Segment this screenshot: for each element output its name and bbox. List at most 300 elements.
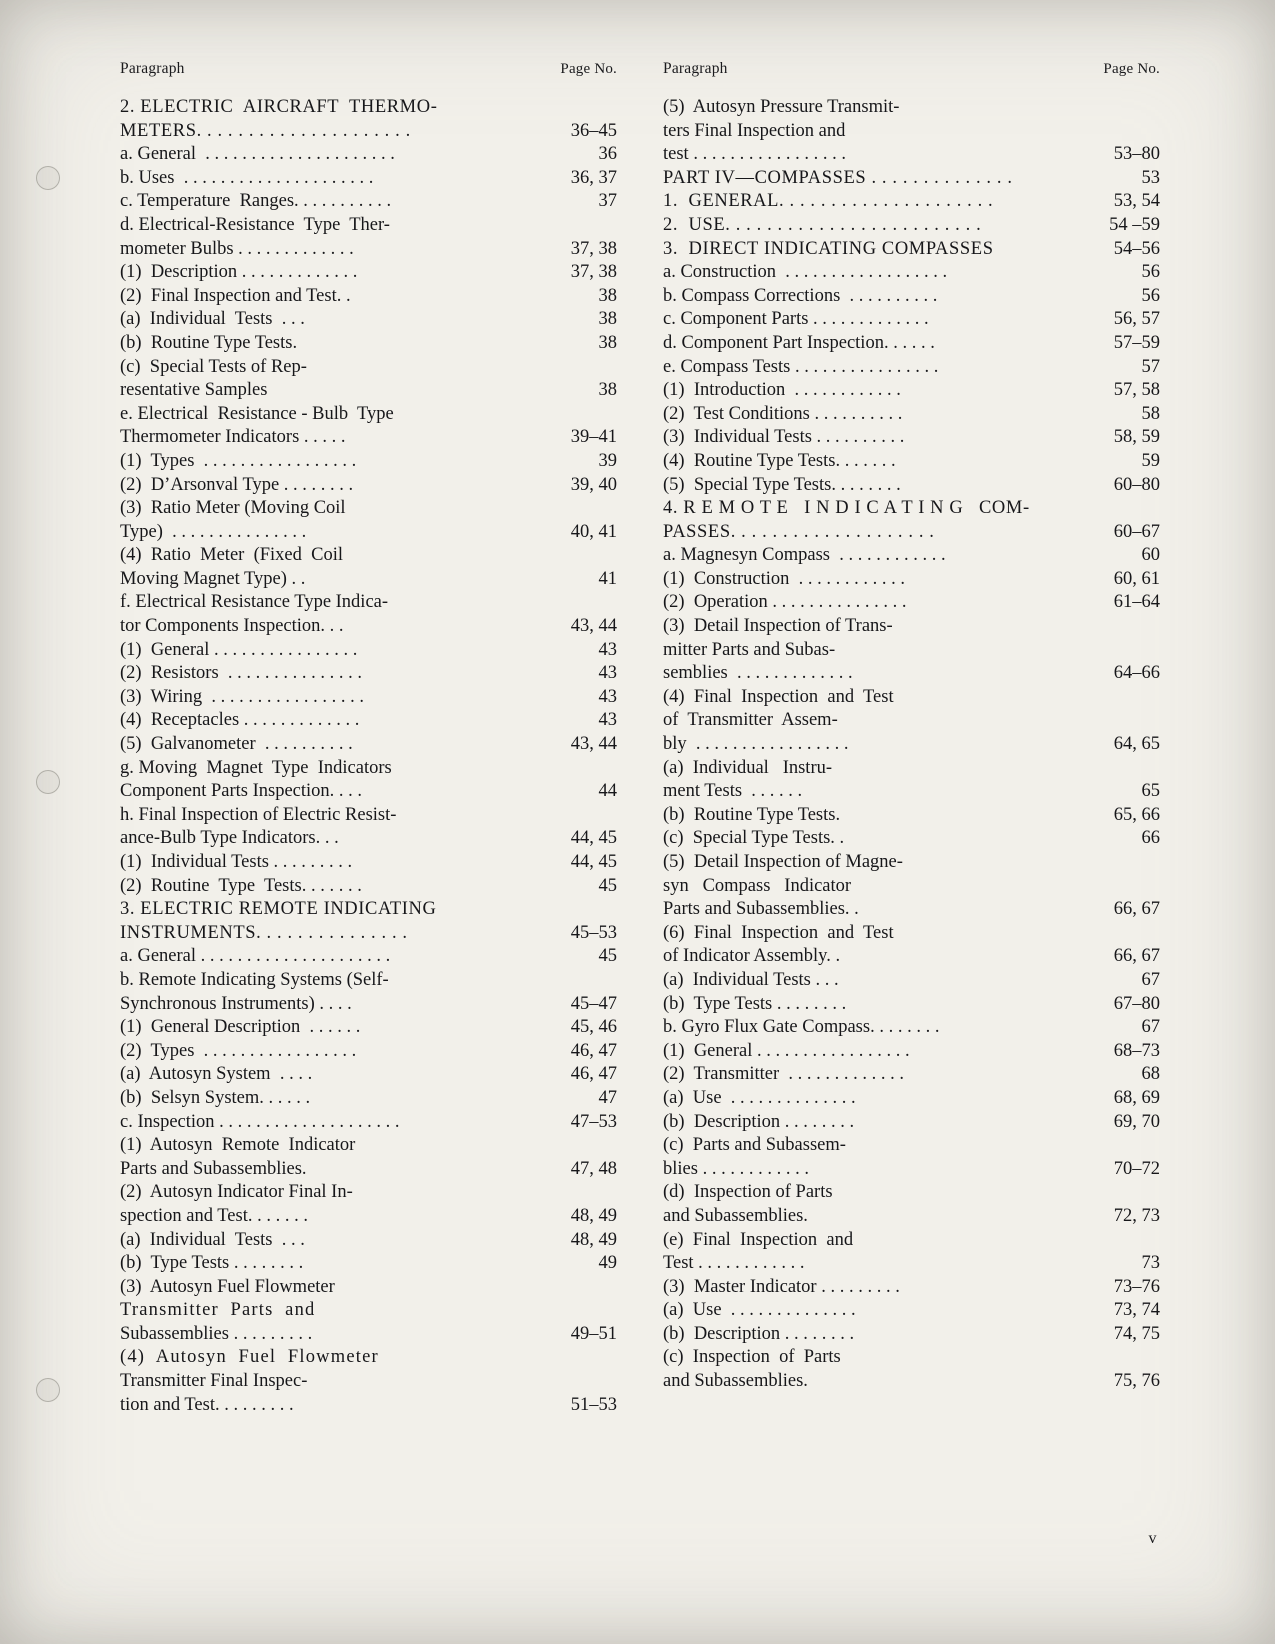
toc-entry-page-number <box>1068 922 1160 946</box>
toc-entry-label: a. Construction . . . . . . . . . . . . . . . . . . <box>663 262 948 283</box>
toc-entry-page-number <box>1068 851 1160 875</box>
toc-entry-label: and Subassemblies. <box>663 1205 808 1226</box>
toc-entry-page-number: 60 <box>1141 545 1160 566</box>
toc-entry[interactable] <box>120 450 617 474</box>
toc-entry[interactable] <box>663 450 1160 474</box>
toc-entry[interactable] <box>120 993 617 1017</box>
toc-entry-label: syn Compass Indicator <box>663 875 852 896</box>
toc-entry-label: (c) Special Tests of Rep- <box>120 356 307 377</box>
two-column-layout <box>120 60 1160 1417</box>
toc-entry[interactable] <box>663 356 1160 380</box>
toc-entry-label: (2) Test Conditions . . . . . . . . . . <box>663 403 903 424</box>
toc-entry[interactable] <box>663 969 1160 993</box>
toc-entry-page-number: 45 <box>598 875 617 896</box>
toc-entry-page-number: 43 <box>598 639 617 660</box>
toc-entry-label: 3. DIRECT INDICATING COMPASSES <box>663 238 994 259</box>
toc-entry-page-number: 67 <box>1141 969 1160 990</box>
toc-entry[interactable] <box>120 591 617 615</box>
toc-entry-label: (5) Galvanometer . . . . . . . . . . <box>120 734 353 755</box>
toc-entry-label: Type) . . . . . . . . . . . . . . . <box>120 521 307 542</box>
toc-entry[interactable] <box>663 945 1160 969</box>
toc-entry[interactable] <box>663 780 1160 804</box>
toc-entry-label: (b) Description . . . . . . . . <box>663 1323 855 1344</box>
toc-entry-page-number: 73–76 <box>1113 1276 1160 1297</box>
toc-entry-label: a. Magnesyn Compass . . . . . . . . . . . . <box>663 545 946 566</box>
toc-entry[interactable] <box>663 308 1160 332</box>
toc-entry[interactable] <box>120 568 617 592</box>
toc-entry-page-number: 40, 41 <box>570 521 617 542</box>
toc-entry-page-number <box>525 1276 617 1300</box>
toc-entry[interactable] <box>120 780 617 804</box>
toc-entry[interactable] <box>663 1111 1160 1135</box>
toc-entry[interactable] <box>663 1040 1160 1064</box>
toc-entry-label: (5) Autosyn Pressure Transmit- <box>663 97 900 117</box>
toc-entry-label: (a) Use . . . . . . . . . . . . . . <box>663 1087 856 1108</box>
toc-entry-page-number <box>525 1346 617 1370</box>
toc-entry-label: (a) Individual Tests . . . <box>120 309 305 330</box>
toc-entry[interactable] <box>663 238 1160 262</box>
toc-entry-page-number <box>525 497 617 521</box>
toc-entry-label: c. Inspection . . . . . . . . . . . . . . . . . . . . <box>120 1111 400 1132</box>
right-column-header <box>663 60 1160 78</box>
toc-entry-page-number <box>1068 615 1160 639</box>
toc-entry-label: (b) Selsyn System. . . . . . <box>120 1087 311 1108</box>
toc-entry-label: e. Electrical Resistance - Bulb Type <box>120 403 394 424</box>
toc-entry-label: tion and Test. . . . . . . . . <box>120 1394 294 1415</box>
toc-entry-label: (a) Use . . . . . . . . . . . . . . <box>663 1300 856 1321</box>
toc-entry-label: (3) Wiring . . . . . . . . . . . . . . . . . <box>120 686 365 707</box>
toc-entry-page-number <box>525 1370 617 1394</box>
toc-entry-page-number: 36 <box>598 144 617 165</box>
toc-entry-page-number: 51–53 <box>570 1394 617 1415</box>
toc-entry[interactable] <box>120 662 617 686</box>
toc-entry[interactable] <box>120 733 617 757</box>
toc-entry-page-number: 60–80 <box>1113 474 1160 495</box>
toc-entry[interactable] <box>120 426 617 450</box>
toc-entry[interactable] <box>663 474 1160 498</box>
toc-entry-label: (2) Routine Type Tests. . . . . . . <box>120 875 362 896</box>
toc-entry-page-number <box>1068 1229 1160 1253</box>
toc-entry-page-number <box>1068 1346 1160 1370</box>
toc-entry-label: (b) Description . . . . . . . . <box>663 1111 855 1132</box>
toc-entry-page-number: 37 <box>598 191 617 212</box>
toc-entry[interactable] <box>120 96 617 120</box>
toc-entry-page-number: 56 <box>1141 285 1160 306</box>
toc-entry-label: mitter Parts and Subas- <box>663 639 836 660</box>
toc-entry-page-number: 66, 67 <box>1113 899 1160 920</box>
toc-entry-page-number: 56, 57 <box>1113 309 1160 330</box>
toc-entry-page-number: 43 <box>598 686 617 707</box>
toc-entry[interactable] <box>120 1181 617 1205</box>
toc-entry-label: METERS. . . . . . . . . . . . . . . . . . . . . <box>120 120 411 141</box>
toc-entry[interactable] <box>120 143 617 167</box>
toc-entry-label: INSTRUMENTS. . . . . . . . . . . . . . . <box>120 922 408 943</box>
toc-entry[interactable] <box>663 1205 1160 1229</box>
toc-entry-page-number: 70–72 <box>1113 1158 1160 1179</box>
toc-entry-page-number <box>1068 497 1160 521</box>
toc-entry[interactable] <box>663 804 1160 828</box>
toc-entry[interactable] <box>120 1063 617 1087</box>
toc-entry-label: semblies . . . . . . . . . . . . . <box>663 663 853 684</box>
toc-entry[interactable] <box>663 875 1160 899</box>
page-folio: v <box>1148 1530 1157 1547</box>
toc-entry-label: (2) Types . . . . . . . . . . . . . . . . . <box>120 1040 357 1061</box>
toc-entry-page-number: 45–47 <box>570 993 617 1014</box>
toc-entry-page-number <box>1068 757 1160 781</box>
toc-entry-page-number: 39–41 <box>570 427 617 448</box>
toc-entry[interactable] <box>120 875 617 899</box>
toc-entry[interactable] <box>663 851 1160 875</box>
toc-entry-page-number <box>525 591 617 615</box>
toc-entry-label: (2) D’Arsonval Type . . . . . . . . <box>120 474 354 495</box>
toc-entry[interactable] <box>663 544 1160 568</box>
toc-entry-page-number: 56 <box>1141 262 1160 283</box>
toc-entry-page-number: 60, 61 <box>1113 568 1160 589</box>
toc-entry[interactable] <box>663 214 1160 238</box>
toc-entry[interactable] <box>663 993 1160 1017</box>
toc-entry[interactable] <box>120 1323 617 1347</box>
toc-entry[interactable] <box>663 1016 1160 1040</box>
toc-entry-label: h. Final Inspection of Electric Resist- <box>120 804 397 825</box>
left-column-header <box>120 60 617 78</box>
toc-entry-page-number <box>525 96 617 120</box>
toc-entry[interactable] <box>120 474 617 498</box>
toc-entry-label: c. Temperature Ranges. . . . . . . . . . . <box>120 191 392 212</box>
toc-entry[interactable] <box>120 851 617 875</box>
toc-entry[interactable] <box>120 1394 617 1418</box>
toc-entry-page-number <box>525 214 617 238</box>
toc-entry-page-number <box>525 356 617 380</box>
toc-entry-page-number: 48, 49 <box>570 1205 617 1226</box>
toc-entry[interactable] <box>663 1323 1160 1347</box>
toc-entry-label: (5) Detail Inspection of Magne- <box>663 852 903 872</box>
toc-entry[interactable] <box>663 403 1160 427</box>
toc-entry-label: 4. R E M O T E I N D I C A T I N G COM- <box>663 498 1030 519</box>
toc-entry[interactable] <box>663 143 1160 167</box>
toc-entry[interactable] <box>120 497 617 521</box>
toc-entry-page-number: 38 <box>598 332 617 353</box>
toc-entry-label: Synchronous Instruments) . . . . <box>120 993 352 1014</box>
toc-entry[interactable] <box>663 285 1160 309</box>
toc-entry-label: b. Remote Indicating Systems (Self- <box>120 969 389 990</box>
toc-entry[interactable] <box>120 1299 617 1323</box>
toc-entry[interactable] <box>120 190 617 214</box>
toc-entry-page-number: 45 <box>598 946 617 967</box>
toc-entry[interactable] <box>120 120 617 144</box>
toc-entry[interactable] <box>120 898 617 922</box>
toc-entry[interactable] <box>120 1087 617 1111</box>
toc-entry[interactable] <box>120 1016 617 1040</box>
toc-entry-label: Moving Magnet Type) . . <box>120 568 306 589</box>
toc-entry-label: (3) Ratio Meter (Moving Coil <box>120 498 346 519</box>
toc-entry-label: Transmitter Final Inspec- <box>120 1371 308 1392</box>
toc-entry[interactable] <box>120 332 617 356</box>
toc-entry[interactable] <box>663 1299 1160 1323</box>
toc-entry-page-number <box>525 969 617 993</box>
toc-entry-page-number <box>525 1181 617 1205</box>
toc-entry[interactable] <box>120 308 617 332</box>
toc-entry-label: and Subassemblies. <box>663 1371 808 1392</box>
toc-entry-page-number: 69, 70 <box>1113 1111 1160 1132</box>
toc-entry-label: b. Gyro Flux Gate Compass. . . . . . . . <box>663 1017 940 1038</box>
paragraph-header-label: Paragraph <box>663 60 728 77</box>
toc-entry[interactable] <box>120 1205 617 1229</box>
left-toc-table <box>120 96 617 1417</box>
page-no-header-label: Page No. <box>560 61 617 77</box>
toc-entry[interactable] <box>120 285 617 309</box>
toc-entry[interactable] <box>663 1158 1160 1182</box>
toc-entry-page-number: 68–73 <box>1113 1040 1160 1061</box>
toc-entry[interactable] <box>663 1229 1160 1253</box>
toc-entry[interactable] <box>663 922 1160 946</box>
toc-entry-page-number: 47 <box>598 1087 617 1108</box>
toc-entry[interactable] <box>663 1370 1160 1394</box>
toc-entry[interactable] <box>120 261 617 285</box>
toc-entry[interactable] <box>120 403 617 427</box>
toc-entry-label: (2) Resistors . . . . . . . . . . . . . . . <box>120 663 363 684</box>
toc-entry-label: (3) Autosyn Fuel Flowmeter <box>120 1276 335 1297</box>
toc-entry-label: (c) Inspection of Parts <box>663 1347 841 1368</box>
toc-entry-page-number: 57, 58 <box>1113 380 1160 401</box>
toc-entry[interactable] <box>663 426 1160 450</box>
toc-entry-page-number: 64, 65 <box>1113 734 1160 755</box>
toc-entry[interactable] <box>120 1111 617 1135</box>
toc-entry[interactable] <box>663 1346 1160 1370</box>
toc-entry-page-number: 73, 74 <box>1113 1300 1160 1321</box>
toc-entry-page-number: 43 <box>598 663 617 684</box>
toc-entry-page-number <box>525 804 617 828</box>
toc-entry-page-number <box>525 1134 617 1158</box>
toc-entry-label: (a) Autosyn System . . . . <box>120 1064 313 1085</box>
toc-entry-page-number: 53, 54 <box>1113 191 1160 212</box>
page-no-header-label: Page No. <box>1103 61 1160 77</box>
toc-entry-page-number <box>1068 639 1160 663</box>
toc-entry[interactable] <box>663 96 1160 120</box>
toc-entry-label: (1) General . . . . . . . . . . . . . . . . <box>120 639 358 660</box>
toc-entry-label: tor Components Inspection. . . <box>120 616 344 637</box>
toc-entry[interactable] <box>663 167 1160 191</box>
toc-entry[interactable] <box>663 497 1160 521</box>
toc-entry-page-number: 44 <box>598 781 617 802</box>
toc-entry-page-number: 58, 59 <box>1113 427 1160 448</box>
toc-entry-page-number: 36–45 <box>570 120 617 141</box>
left-column <box>120 60 617 1417</box>
toc-entry-page-number <box>525 757 617 781</box>
toc-entry[interactable] <box>120 969 617 993</box>
toc-entry[interactable] <box>663 686 1160 710</box>
toc-entry-page-number: 57–59 <box>1113 332 1160 353</box>
toc-entry[interactable] <box>663 190 1160 214</box>
toc-entry-page-number: 38 <box>598 380 617 401</box>
toc-entry-label: Subassemblies . . . . . . . . . <box>120 1323 313 1344</box>
toc-entry[interactable] <box>663 733 1160 757</box>
toc-entry-page-number: 39 <box>598 450 617 471</box>
toc-entry-page-number <box>525 898 617 922</box>
toc-entry-label: (4) Final Inspection and Test <box>663 686 894 707</box>
toc-entry-label: (1) Autosyn Remote Indicator <box>120 1135 356 1156</box>
toc-entry-label: b. Compass Corrections . . . . . . . . . . <box>663 285 938 306</box>
toc-entry-label: (b) Type Tests . . . . . . . . <box>120 1253 304 1274</box>
toc-entry-page-number: 64–66 <box>1113 663 1160 684</box>
toc-entry[interactable] <box>120 945 617 969</box>
toc-entry-page-number <box>1068 1134 1160 1158</box>
toc-entry-page-number: 66 <box>1141 828 1160 849</box>
toc-entry[interactable] <box>120 1040 617 1064</box>
toc-entry[interactable] <box>663 1252 1160 1276</box>
toc-entry-page-number: 47–53 <box>570 1111 617 1132</box>
toc-entry[interactable] <box>120 1252 617 1276</box>
toc-entry-page-number: 43, 44 <box>570 616 617 637</box>
toc-entry[interactable] <box>663 898 1160 922</box>
toc-entry-label: ment Tests . . . . . . <box>663 781 803 802</box>
toc-entry-label: (4) Ratio Meter (Fixed Coil <box>120 545 343 566</box>
toc-entry-page-number: 46, 47 <box>570 1040 617 1061</box>
toc-entry-page-number: 53 <box>1141 167 1160 188</box>
toc-entry-label: 2. USE. . . . . . . . . . . . . . . . . . . . . . . . . <box>663 214 982 235</box>
toc-entry-label: (a) Individual Tests . . . <box>663 969 839 990</box>
toc-entry[interactable] <box>663 568 1160 592</box>
toc-entry-page-number: 41 <box>598 568 617 589</box>
toc-entry-label: (c) Parts and Subassem- <box>663 1135 846 1156</box>
toc-entry-label: blies . . . . . . . . . . . . <box>663 1158 809 1179</box>
toc-entry-label: PASSES. . . . . . . . . . . . . . . . . . . . <box>663 521 935 542</box>
toc-entry-page-number: 38 <box>598 309 617 330</box>
toc-entry-page-number: 53–80 <box>1113 144 1160 165</box>
toc-entry-page-number: 57 <box>1141 356 1160 377</box>
toc-entry[interactable] <box>120 827 617 851</box>
toc-entry-label: b. Uses . . . . . . . . . . . . . . . . . . . . . <box>120 167 374 188</box>
toc-entry-page-number: 43 <box>598 710 617 731</box>
toc-entry-label: (3) Detail Inspection of Trans- <box>663 616 893 637</box>
toc-entry[interactable] <box>663 261 1160 285</box>
toc-entry[interactable] <box>663 521 1160 545</box>
toc-entry-label: e. Compass Tests . . . . . . . . . . . . . . . . <box>663 356 939 377</box>
toc-entry-label: Thermometer Indicators . . . . . <box>120 427 346 448</box>
toc-entry-label: Parts and Subassemblies. <box>120 1158 307 1179</box>
toc-entry[interactable] <box>663 1063 1160 1087</box>
toc-entry-page-number <box>525 544 617 568</box>
toc-entry-page-number <box>1068 96 1160 120</box>
toc-entry[interactable] <box>120 1276 617 1300</box>
toc-entry-page-number: 45, 46 <box>570 1017 617 1038</box>
toc-entry-page-number: 68 <box>1141 1064 1160 1085</box>
toc-entry-page-number <box>525 1299 617 1323</box>
toc-entry[interactable] <box>663 1181 1160 1205</box>
toc-entry-label: (1) Individual Tests . . . . . . . . . <box>120 852 353 872</box>
toc-entry-label: (1) Construction . . . . . . . . . . . . <box>663 568 906 589</box>
toc-entry-label: (1) General . . . . . . . . . . . . . . . . . <box>663 1040 910 1061</box>
toc-entry-page-number: 67 <box>1141 1017 1160 1038</box>
toc-entry[interactable] <box>120 804 617 828</box>
punch-hole <box>36 166 60 190</box>
toc-entry[interactable] <box>120 1346 617 1370</box>
toc-entry-label: spection and Test. . . . . . . <box>120 1205 308 1226</box>
toc-entry[interactable] <box>663 615 1160 639</box>
toc-entry-label: (1) Introduction . . . . . . . . . . . . <box>663 380 901 401</box>
toc-entry[interactable] <box>120 757 617 781</box>
toc-entry-page-number: 65, 66 <box>1113 804 1160 825</box>
toc-entry-page-number: 37, 38 <box>570 262 617 283</box>
toc-entry[interactable] <box>663 120 1160 144</box>
toc-entry-page-number: 49 <box>598 1253 617 1274</box>
toc-entry[interactable] <box>120 214 617 238</box>
toc-entry[interactable] <box>120 922 617 946</box>
toc-entry[interactable] <box>663 757 1160 781</box>
toc-entry-label: d. Electrical-Resistance Type Ther- <box>120 214 390 235</box>
toc-entry-label: f. Electrical Resistance Type Indica- <box>120 592 389 613</box>
toc-entry-page-number: 60–67 <box>1113 521 1160 542</box>
toc-entry-page-number: 39, 40 <box>570 474 617 495</box>
toc-entry[interactable] <box>663 1276 1160 1300</box>
toc-entry[interactable] <box>120 639 617 663</box>
toc-entry-page-number: 36, 37 <box>570 167 617 188</box>
punch-hole <box>36 770 60 794</box>
toc-entry[interactable] <box>663 709 1160 733</box>
toc-entry-page-number: 65 <box>1141 781 1160 802</box>
toc-entry-page-number: 48, 49 <box>570 1229 617 1250</box>
toc-entry-label: (1) General Description . . . . . . <box>120 1017 361 1038</box>
toc-entry-page-number: 74, 75 <box>1113 1323 1160 1344</box>
toc-entry-label: Test . . . . . . . . . . . . <box>663 1253 805 1274</box>
toc-entry[interactable] <box>120 709 617 733</box>
toc-entry-page-number: 72, 73 <box>1113 1205 1160 1226</box>
toc-entry[interactable] <box>120 1134 617 1158</box>
toc-entry-page-number: 49–51 <box>570 1323 617 1344</box>
toc-entry-page-number <box>525 403 617 427</box>
toc-entry-page-number: 44, 45 <box>570 828 617 849</box>
toc-entry[interactable] <box>120 1158 617 1182</box>
toc-entry-label: mometer Bulbs . . . . . . . . . . . . . <box>120 238 354 259</box>
toc-entry[interactable] <box>120 1370 617 1394</box>
toc-entry[interactable] <box>120 379 617 403</box>
right-toc-table <box>663 96 1160 1394</box>
toc-entry-page-number <box>1068 1181 1160 1205</box>
toc-entry[interactable] <box>120 615 617 639</box>
toc-entry-page-number: 75, 76 <box>1113 1371 1160 1392</box>
toc-entry[interactable] <box>663 662 1160 686</box>
toc-entry[interactable] <box>120 686 617 710</box>
toc-entry[interactable] <box>663 639 1160 663</box>
toc-entry-label: resentative Samples <box>120 380 268 401</box>
toc-entry-label: (a) Individual Tests . . . <box>120 1229 305 1250</box>
toc-entry-label: (a) Individual Instru- <box>663 757 833 778</box>
toc-entry-page-number: 54 –59 <box>1109 214 1160 235</box>
toc-entry[interactable] <box>663 591 1160 615</box>
toc-entry[interactable] <box>663 1087 1160 1111</box>
toc-entry[interactable] <box>663 827 1160 851</box>
toc-entry[interactable] <box>120 356 617 380</box>
toc-entry[interactable] <box>120 238 617 262</box>
toc-entry-page-number: 47, 48 <box>570 1158 617 1179</box>
toc-entry[interactable] <box>663 332 1160 356</box>
toc-entry-label: (2) Autosyn Indicator Final In- <box>120 1182 353 1203</box>
toc-entry-label: (6) Final Inspection and Test <box>663 922 894 943</box>
toc-entry[interactable] <box>120 521 617 545</box>
toc-entry[interactable] <box>120 1229 617 1253</box>
toc-entry-label: (5) Special Type Tests. . . . . . . . <box>663 474 901 495</box>
toc-entry-page-number: 44, 45 <box>570 852 617 872</box>
toc-entry[interactable] <box>663 1134 1160 1158</box>
toc-entry-label: 3. ELECTRIC REMOTE INDICATING <box>120 899 437 920</box>
toc-entry-label: bly . . . . . . . . . . . . . . . . . <box>663 734 849 755</box>
page-content <box>120 60 1160 1417</box>
toc-entry-label: 2. ELECTRIC AIRCRAFT THERMO- <box>120 97 438 117</box>
toc-entry-label: (1) Types . . . . . . . . . . . . . . . . . <box>120 450 357 471</box>
toc-entry[interactable] <box>663 379 1160 403</box>
toc-entry[interactable] <box>120 167 617 191</box>
toc-entry-label: of Indicator Assembly. . <box>663 946 841 967</box>
toc-entry[interactable] <box>120 544 617 568</box>
